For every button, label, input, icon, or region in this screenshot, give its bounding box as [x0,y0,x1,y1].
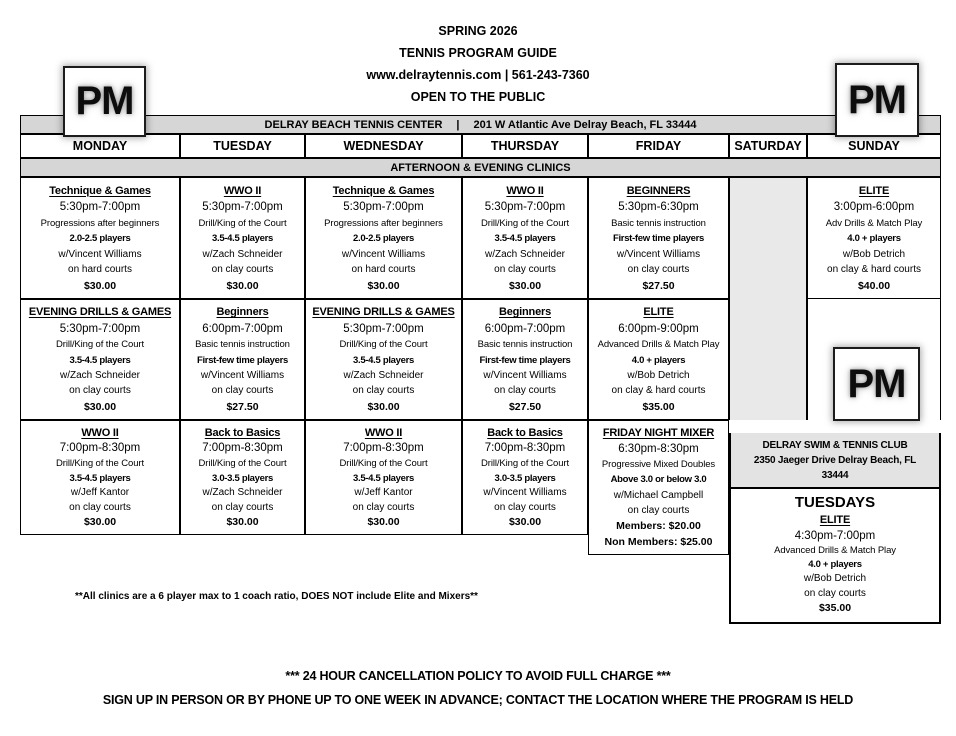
clinic-time: 7:00pm-8:30pm [59,442,141,455]
season-title: SPRING 2026 [438,24,518,38]
clinic-description: Progressions after beginners [324,217,443,229]
clinic-coach: w/Zach Schneider [484,248,566,260]
saturday-empty-column [729,177,807,420]
clinic-price: $30.00 [83,279,117,292]
clinic-level: 3.0-3.5 players [494,472,556,484]
clinic-coach: w/Zach Schneider [59,369,141,381]
clinic-time: 5:30pm-7:00pm [484,201,566,213]
clinic-price: $30.00 [226,516,259,529]
clinic-time: 5:30pm-6:30pm [618,201,699,213]
clinic-courts: on clay courts [352,385,415,397]
clinic-price-non-members: Non Members: $25.00 [604,535,713,548]
clinic-description: Progressions after beginners [40,217,160,229]
club-clinic-cell [729,487,941,624]
clinic-title: WWO II [81,426,119,439]
clinic-price: $30.00 [83,516,117,529]
clinic-description: Drill/King of the Court [339,339,428,351]
clinic-courts: on clay & hard courts [827,264,921,275]
clinic-title: EVENING DRILLS & GAMES [312,306,455,319]
clinic-courts: on clay courts [627,264,690,275]
clinic-price: $30.00 [83,400,117,413]
clinic-level: 4.0 + players [847,233,901,244]
clinic-title: Technique & Games [49,184,151,197]
clinic-time: 6:30pm-8:30pm [618,443,699,456]
clinic-price: $27.50 [508,400,542,413]
clinic-cell-tuesday-3 [180,420,305,535]
clinic-time: 5:30pm-7:00pm [59,201,141,213]
clinic-price: $27.50 [642,279,675,292]
clinic-coach: w/Zach Schneider [202,248,283,260]
clinic-courts: on clay courts [494,264,556,275]
clinic-time: 5:30pm-7:00pm [202,201,283,213]
clinic-title: FRIDAY NIGHT MIXER [602,427,715,440]
clinic-level: First-few time players [479,354,571,366]
clinic-courts: on clay courts [211,264,274,275]
clinic-description: Basic tennis instruction [611,217,706,229]
clinic-title: WWO II [364,426,403,439]
clinic-time: 7:00pm-8:30pm [202,442,283,455]
clinic-description: Advanced Drills & Match Play [774,544,896,556]
clinic-courts: on clay & hard courts [611,385,706,397]
clinic-time: 5:30pm-7:00pm [343,322,424,335]
venue-address: 201 W Atlantic Ave Delray Beach, FL 33444 [473,118,697,131]
day-header-monday: MONDAY [20,134,180,158]
clinic-coach: w/Zach Schneider [202,487,283,499]
clinic-time: 4:30pm-7:00pm [794,529,876,542]
clinic-time: 6:00pm-9:00pm [618,322,699,335]
venue-banner [20,115,941,134]
clinic-cell-wednesday-1 [305,177,462,299]
club-address-line2: 33444 [821,470,849,481]
clinic-level: 2.0-2.5 players [69,233,131,244]
clinic-courts: on clay courts [494,501,556,513]
clinic-courts: on clay courts [211,501,274,513]
club-name: DELRAY SWIM & TENNIS CLUB [762,440,908,451]
clinic-price: $27.50 [226,400,259,413]
clinic-title: EVENING DRILLS & GAMES [28,306,172,319]
clinic-description: Drill/King of the Court [198,457,287,469]
clinic-courts: on clay courts [352,501,415,513]
clinic-description: Drill/King of the Court [339,457,428,469]
clinic-level: 2.0-2.5 players [353,233,414,244]
clinic-courts: on clay courts [627,504,690,516]
clinic-coach: w/Bob Detrich [803,573,867,585]
clinic-level: 3.5-4.5 players [212,233,273,244]
clinic-level: Above 3.0 or below 3.0 [610,474,707,486]
clinic-level: 3.5-4.5 players [353,354,414,366]
clinic-level: First-few time players [196,354,289,366]
clinic-title: WWO II [506,184,544,197]
cancellation-policy-note: *** 24 HOUR CANCELLATION POLICY TO AVOID FULL CHARGE *** [285,669,671,683]
clinic-title: Beginners [216,306,269,319]
clinic-description: Basic tennis instruction [477,339,573,351]
clinic-price: $35.00 [818,601,852,614]
day-header-sunday: SUNDAY [807,134,941,158]
clinic-price: $35.00 [642,400,675,413]
clinic-coach: w/Vincent Williams [483,487,567,499]
clinic-price: $30.00 [367,400,400,413]
clinic-coach: w/Vincent Williams [483,369,567,381]
clinic-courts: on clay courts [211,385,274,397]
clinic-cell-monday-1 [20,177,180,299]
clinic-coach: w/Jeff Kantor [354,487,413,499]
clinic-title: Back to Basics [204,426,281,439]
clinic-description: Drill/King of the Court [481,457,569,469]
clinic-level: 3.5-4.5 players [494,233,556,244]
clinic-title: ELITE [858,184,890,197]
guide-title: TENNIS PROGRAM GUIDE [399,46,557,60]
signup-instructions-note: SIGN UP IN PERSON OR BY PHONE UP TO ONE WEEK IN ADVANCE; CONTACT THE LOCATION WHERE THE PROGRAM IS HELD [102,693,854,707]
open-to-public: OPEN TO THE PUBLIC [410,90,546,104]
clinic-cell-tuesday-2 [180,299,305,420]
clinic-cell-tuesday-1 [180,177,305,299]
clinic-title: BEGINNERS [626,184,691,197]
clinic-cell-thursday-2 [462,299,588,420]
clinic-time: 7:00pm-8:30pm [484,442,566,455]
club-day-label: TUESDAYS [794,494,876,512]
clinic-cell-sunday-1 [807,177,941,299]
clinic-cell-wednesday-2 [305,299,462,420]
clinic-price: $30.00 [367,516,400,529]
clinic-level: 3.5-4.5 players [69,472,131,484]
pm-watermark-mid-right [833,347,920,421]
clinic-courts: on hard courts [351,264,416,275]
clinic-description: Drill/King of the Court [198,217,287,229]
pm-watermark-top-right [835,63,919,137]
clinic-courts: on clay courts [804,587,866,599]
pm-watermark-text: PM [847,361,906,406]
clinic-time: 7:00pm-8:30pm [343,442,424,455]
clinic-cell-thursday-1 [462,177,588,299]
clinic-coach: w/Vincent Williams [341,248,426,260]
coach-ratio-note: **All clinics are a 6 player max to 1 coach ratio, DOES NOT include Elite and Mixers** [75,591,478,602]
clinic-description: Drill/King of the Court [56,339,144,351]
venue-name: DELRAY BEACH TENNIS CENTER [264,118,443,131]
clinic-description: Progressive Mixed Doubles [601,459,716,471]
day-header-tuesday: TUESDAY [180,134,305,158]
clinic-title: Back to Basics [487,426,563,439]
clinic-coach: w/Michael Campbell [613,489,704,501]
clinic-title: Beginners [499,306,551,319]
clinic-cell-monday-2 [20,299,180,420]
clinic-cell-friday-3 [588,420,729,555]
clinic-price: $30.00 [508,516,542,529]
clinic-price: $30.00 [367,279,400,292]
clinic-time: 5:30pm-7:00pm [343,201,424,213]
clinic-coach: w/Zach Schneider [343,369,424,381]
swim-club-header [729,433,941,487]
clinic-description: Basic tennis instruction [195,339,290,351]
day-header-thursday: THURSDAY [462,134,588,158]
section-title: AFTERNOON & EVENING CLINICS [20,158,941,177]
clinic-courts: on clay courts [69,385,131,397]
clinic-level: 3.5-4.5 players [69,354,131,366]
clinic-time: 5:30pm-7:00pm [59,322,141,335]
day-header-wednesday: WEDNESDAY [305,134,462,158]
clinic-description: Drill/King of the Court [56,457,144,469]
clinic-cell-monday-3 [20,420,180,535]
clinic-description: Adv Drills & Match Play [825,217,923,229]
clinic-level: 3.5-4.5 players [353,472,414,484]
clinic-time: 6:00pm-7:00pm [484,322,566,335]
pm-watermark-text: PM [75,79,134,123]
clinic-title: ELITE [819,514,851,527]
clinic-level: 3.0-3.5 players [212,472,273,484]
clinic-title: WWO II [223,184,262,197]
clinic-level: First-few time players [612,233,705,244]
clinic-cell-thursday-3 [462,420,588,535]
clinic-price: $40.00 [857,279,891,292]
clinic-coach: w/Vincent Williams [616,248,701,260]
day-header-friday: FRIDAY [588,134,729,158]
clinic-title: ELITE [643,306,674,319]
clinic-coach: w/Bob Detrich [627,369,690,381]
clinic-level: 4.0 + players [631,354,686,366]
banner-separator: | [456,118,460,131]
clinic-courts: on clay courts [494,385,556,397]
clinic-coach: w/Bob Detrich [842,248,906,260]
clinic-level: 4.0 + players [808,559,862,571]
clinic-coach: w/Jeff Kantor [70,487,130,499]
clinic-courts: on hard courts [68,264,132,275]
clinic-cell-friday-2 [588,299,729,420]
clinic-courts: on clay courts [69,501,131,513]
clinic-time: 6:00pm-7:00pm [202,322,283,335]
clinic-description: Advanced Drills & Match Play [597,339,720,351]
clinic-price: $30.00 [508,279,542,292]
clinic-cell-wednesday-3 [305,420,462,535]
clinic-title: Technique & Games [332,184,435,197]
clinic-price-members: Members: $20.00 [616,519,701,532]
pm-watermark-text: PM [848,77,906,122]
clinic-price: $30.00 [226,279,259,292]
clinic-time: 3:00pm-6:00pm [833,201,915,213]
day-header-saturday: SATURDAY [729,134,807,158]
contact-line: www.delraytennis.com | 561-243-7360 [366,68,590,82]
club-address-line1: 2350 Jaeger Drive Delray Beach, FL [753,455,917,466]
clinic-coach: w/Vincent Williams [58,248,142,260]
clinic-description: Drill/King of the Court [481,217,569,229]
pm-watermark-top-left [63,66,146,137]
clinic-cell-friday-1 [588,177,729,299]
clinic-coach: w/Vincent Williams [200,369,285,381]
swim-club-panel [729,433,941,624]
